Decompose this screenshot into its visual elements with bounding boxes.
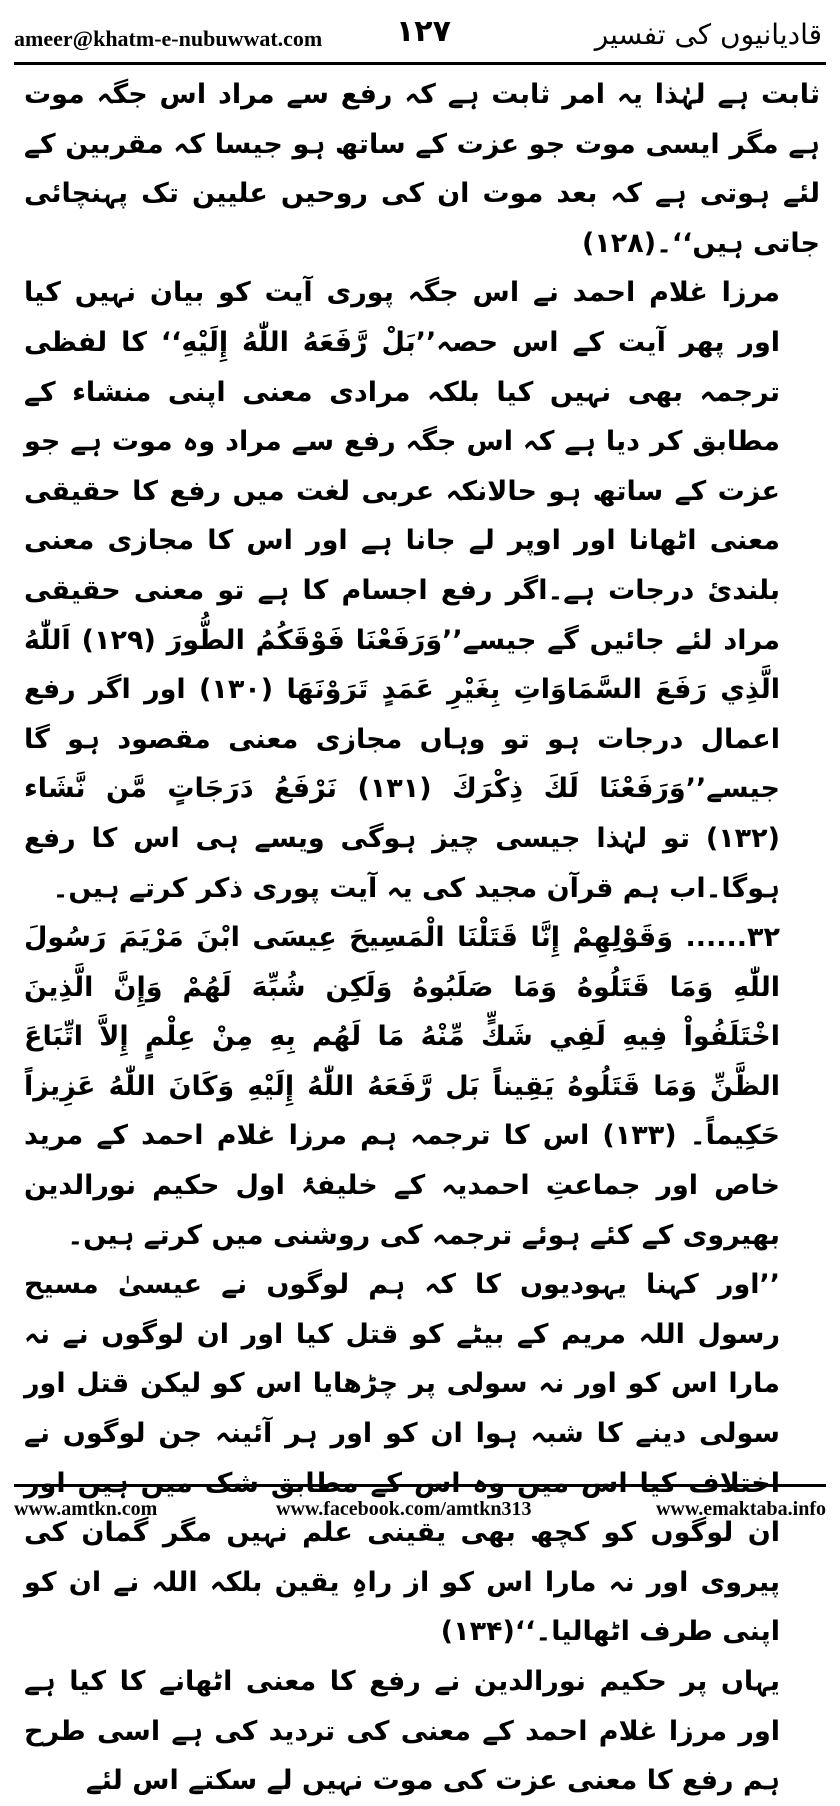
paragraph-2-text-a: مرزا غلام احمد نے اس جگہ پوری آیت کو بیان نہیں کیا اور پھر آیت کے اس حصہ’’	[24, 277, 781, 358]
quran-phrase-3: اَللّٰهُ الَّذِي رَفَعَ السَّمَاوَاتِ بِغَيْرِ عَمَدٍ تَرَوْنَهَا	[24, 624, 780, 706]
page-number: ۱۲۷	[396, 14, 451, 49]
paragraph-5-text: یہاں پر حکیم نورالدین نے رفع کا معنی اٹھانے کا کیا ہے اور مرزا غلام احمد کے معنی کی تردید کی ہے اسی طرح ہم رفع کا معنی عزت کی موت نہیں لے سکتے اس لئے	[24, 1666, 780, 1797]
quran-phrase-2: وَرَفَعْنَا فَوْقَكُمُ الطُّورَ	[166, 624, 443, 656]
quran-phrase-1: بَلْ رَّفَعَهُ اللّٰهُ إِلَيْهِ	[181, 326, 416, 358]
paragraph-1	[24, 70, 820, 268]
header-email: ameer@khatm-e-nubuwwat.com	[14, 26, 323, 51]
quran-phrase-5: نَرْفَعُ دَرَجَاتٍ مَّن نَّشَاء	[24, 773, 338, 805]
paragraph-3	[24, 913, 820, 1260]
page-footer	[14, 1498, 826, 1528]
footer-link-facebook[interactable]: www.facebook.com/amtkn313	[276, 1498, 532, 1520]
paragraph-2-text-d: (۱۳۰) اور اگر رفع اعمال درجات ہو تو وہاں مجازی معنی مقصود ہو گا جیسے’’	[24, 674, 780, 805]
paragraph-3-text: (۱۳۳) اس کا ترجمہ ہم مرزا غلام احمد کے مرید خاص اور جماعتِ احمدیہ کے خلیفۂ اول حکیم نورالدین بھیروی کے کئے ہوئے ترجمہ کی روشنی میں کرتے ہیں۔	[24, 1120, 780, 1251]
quran-phrase-4: وَرَفَعْنَا لَكَ ذِكْرَكَ	[452, 773, 686, 805]
book-title: قادیانیوں کی تفسیر	[594, 18, 822, 51]
paragraph-2-text-c: (۱۲۹)	[70, 624, 167, 656]
page-header	[14, 12, 826, 62]
paragraph-2	[24, 268, 820, 913]
paragraph-2-text-e: (۱۳۱)	[337, 773, 453, 805]
paragraph-1-text: ثابت ہے لہٰذا یہ امر ثابت ہے کہ رفع سے مراد اس جگہ موت ہے مگر ایسی موت جو عزت کے ساتھ ہو جیسا کہ مقربین کے لئے ہوتی ہے کہ بعد موت ان کی روحیں علیین تک پہنچائی جاتی ہیں‘‘۔(۱۲۸)	[24, 79, 820, 259]
paragraph-5	[24, 1657, 820, 1806]
footer-rule	[14, 1484, 826, 1487]
footer-link-amtkn[interactable]: www.amtkn.com	[14, 1498, 158, 1520]
translation-quote: ’’اور کہنا یہودیوں کا کہ ہم لوگوں نے عیسیٰ مسیح رسول اللہ مریم کے بیٹے کو قتل کیا اور ان لوگوں نے نہ مارا اس کو اور نہ سولی پر چڑھایا اس کو لیکن قتل اور سولی دینے کا شبہ ہوا ان کو اور ہر آئینہ جن لوگوں نے اختلاف کیا اس میں وہ اس کے مطابق شک میں ہیں اور ان لوگوں کو کچھ بھی یقینی علم نہیں مگر گمان کی پیروی اور نہ مارا اس کو از راہِ یقین بلکہ اللہ نے ان کو اپنی طرف اٹھالیا۔‘‘(۱۳۴)	[24, 1269, 780, 1648]
paragraph-2-text-f: (۱۳۲) تو لہٰذا جیسی چیز ہوگی ویسے ہی اس کا رفع ہوگا۔اب ہم قرآن مجید کی یہ آیت پوری ذکر کرتے ہیں۔	[24, 822, 780, 904]
header-rule	[14, 62, 826, 65]
quran-verse: وَقَوْلِهِمْ إِنَّا قَتَلْنَا الْمَسِيحَ عِيسَى ابْنَ مَرْيَمَ رَسُولَ اللّٰهِ وَمَا قَتَلُوهُ وَمَا صَلَبُوهُ وَلَكِن شُبِّهَ لَهُمْ وَإِنَّ الَّذِينَ اخْتَلَفُواْ فِيهِ لَفِي شَكٍّ مِّنْهُ مَا لَهُم بِهِ مِنْ عِلْمٍ إِلاَّ اتِّبَاعَ الظَّنِّ وَمَا قَتَلُوهُ يَقِيناً بَل رَّفَعَهُ اللّٰهُ إِلَيْهِ وَكَانَ اللّٰهُ عَزِيزاً حَكِيماً۔	[24, 922, 780, 1152]
verse-number: ۳۲......	[685, 922, 780, 954]
footer-link-emaktaba[interactable]: www.emaktaba.info	[655, 1498, 826, 1520]
paragraph-2-text-b: ‘‘ کا لفظی ترجمہ بھی نہیں کیا بلکہ مرادی معنی اپنی منشاء کے مطابق کر دیا ہے کہ اس جگہ رفع سے مراد وہ موت ہے جو عزت کے ساتھ ہو حالانکہ عربی لغت میں رفع کا حقیقی معنی اٹھانا اور اوپر لے جانا ہے اور اس کا مجازی معنی بلندیٔ درجات ہے۔اگر رفع اجسام کا ہے تو معنی حقیقی مراد لئے جائیں گے جیسے’’	[24, 326, 780, 656]
paragraph-4	[24, 1260, 820, 1657]
